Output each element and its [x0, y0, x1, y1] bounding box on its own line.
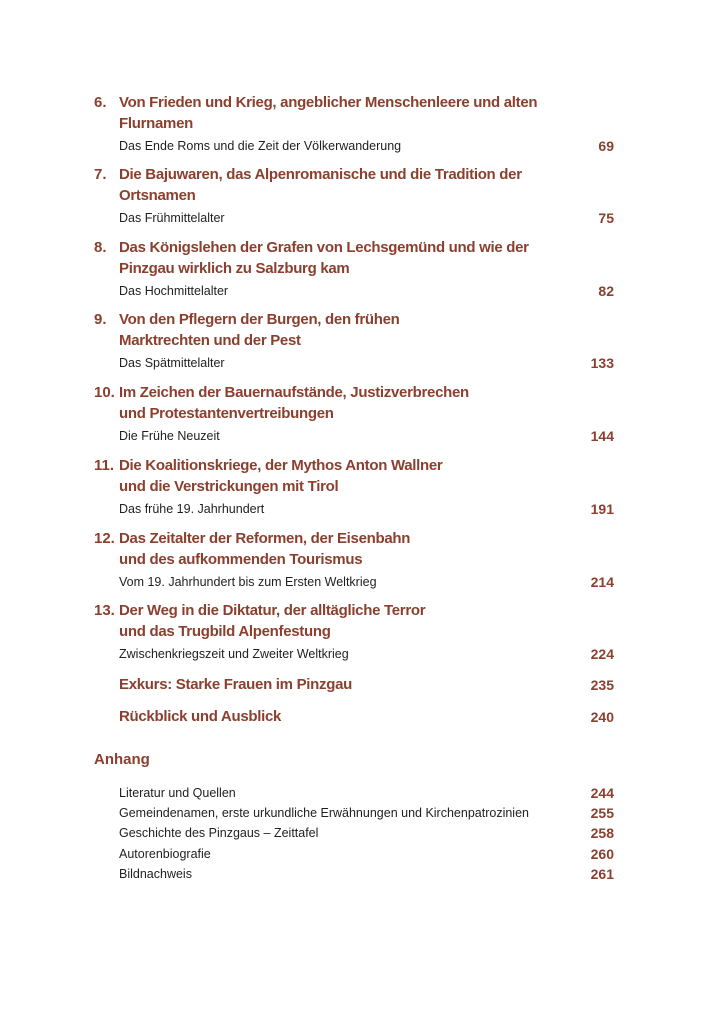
page-number: 260: [590, 846, 614, 862]
toc-entry-chapter-12[interactable]: [94, 528, 614, 591]
chapter-number: 9.: [94, 311, 107, 328]
chapter-title: Von den Pflegern der Burgen, den frühen Marktrechten und der Pest: [119, 311, 400, 349]
page-number: 240: [590, 709, 614, 725]
page-number: 258: [590, 825, 614, 841]
chapter-number: 6.: [94, 94, 107, 111]
appendix-heading: Anhang: [94, 751, 150, 768]
chapter-number: 13.: [94, 602, 115, 619]
appendix-item-label: Geschichte des Pinzgaus – Zeittafel: [119, 826, 319, 840]
page-number: 82: [598, 283, 614, 299]
chapter-title: Der Weg in die Diktatur, der alltägliche Terror und das Trugbild Alpenfestung: [119, 602, 426, 640]
page-number: 69: [598, 138, 614, 154]
chapter-title: Rückblick und Ausblick: [119, 708, 282, 725]
toc-entry-exkurs[interactable]: [94, 674, 614, 695]
page-number: 75: [598, 210, 614, 226]
chapter-number: 7.: [94, 166, 107, 183]
chapter-subtitle: Die Frühe Neuzeit: [119, 429, 220, 443]
appendix-item-label: Autorenbiografie: [119, 847, 211, 861]
page-number: 255: [590, 805, 614, 821]
appendix-item[interactable]: [119, 864, 614, 884]
appendix-item[interactable]: [119, 783, 614, 803]
appendix-item-label: Gemeindenamen, erste urkundliche Erwähnungen und Kirchenpatrozinien: [119, 806, 529, 820]
toc-entry-chapter-11[interactable]: [94, 455, 614, 518]
page-number: 144: [590, 428, 614, 444]
toc-entry-rueckblick[interactable]: [94, 706, 614, 727]
chapter-number: 10.: [94, 384, 115, 401]
page-number: 235: [590, 677, 614, 693]
chapter-number: 11.: [94, 457, 115, 474]
toc-entry-chapter-10[interactable]: [94, 382, 614, 445]
chapter-title: Exkurs: Starke Frauen im Pinzgau: [119, 676, 352, 693]
chapter-title: Die Koalitionskriege, der Mythos Anton Wallner und die Verstrickungen mit Tirol: [119, 457, 443, 495]
appendix-item-label: Bildnachweis: [119, 867, 192, 881]
chapter-subtitle: Das Spätmittelalter: [119, 356, 225, 370]
chapter-subtitle: Das Frühmittelalter: [119, 211, 225, 225]
toc-entry-chapter-7[interactable]: [94, 164, 614, 227]
chapter-number: 8.: [94, 239, 107, 256]
chapter-title: Von Frieden und Krieg, angeblicher Menschenleere und alten Flurnamen: [119, 94, 538, 132]
appendix-item[interactable]: [119, 844, 614, 864]
chapter-title: Das Zeitalter der Reformen, der Eisenbahn und des aufkommenden Tourismus: [119, 530, 411, 568]
toc-entry-chapter-9[interactable]: [94, 309, 614, 372]
page-number: 133: [590, 355, 614, 371]
chapter-subtitle: Das Ende Roms und die Zeit der Völkerwanderung: [119, 139, 402, 153]
page-number: 224: [590, 646, 614, 662]
appendix-item[interactable]: [119, 803, 614, 823]
chapter-subtitle: Zwischenkriegszeit und Zweiter Weltkrieg: [119, 647, 349, 661]
chapter-number: 12.: [94, 530, 115, 547]
chapter-title: Das Königslehen der Grafen von Lechsgemünd und wie der Pinzgau wirklich zu Salzburg kam: [119, 239, 529, 277]
chapter-subtitle: Das frühe 19. Jahrhundert: [119, 502, 265, 516]
chapter-title: Die Bajuwaren, das Alpenromanische und die Tradition der Ortsnamen: [119, 166, 522, 204]
chapter-subtitle: Vom 19. Jahrhundert bis zum Ersten Weltkrieg: [119, 575, 377, 589]
page-number: 214: [590, 574, 614, 590]
chapter-subtitle: Das Hochmittelalter: [119, 284, 229, 298]
toc-entry-chapter-6[interactable]: [94, 92, 614, 155]
page-number: 244: [590, 785, 614, 801]
appendix-item[interactable]: [119, 823, 614, 843]
page-number: 191: [590, 501, 614, 517]
page-number: 261: [590, 866, 614, 882]
chapter-title: Im Zeichen der Bauernaufstände, Justizverbrechen und Protestantenvertreibungen: [119, 384, 469, 422]
toc-entry-chapter-8[interactable]: [94, 237, 614, 300]
toc-entry-chapter-13[interactable]: [94, 600, 614, 663]
appendix-item-label: Literatur und Quellen: [119, 786, 236, 800]
